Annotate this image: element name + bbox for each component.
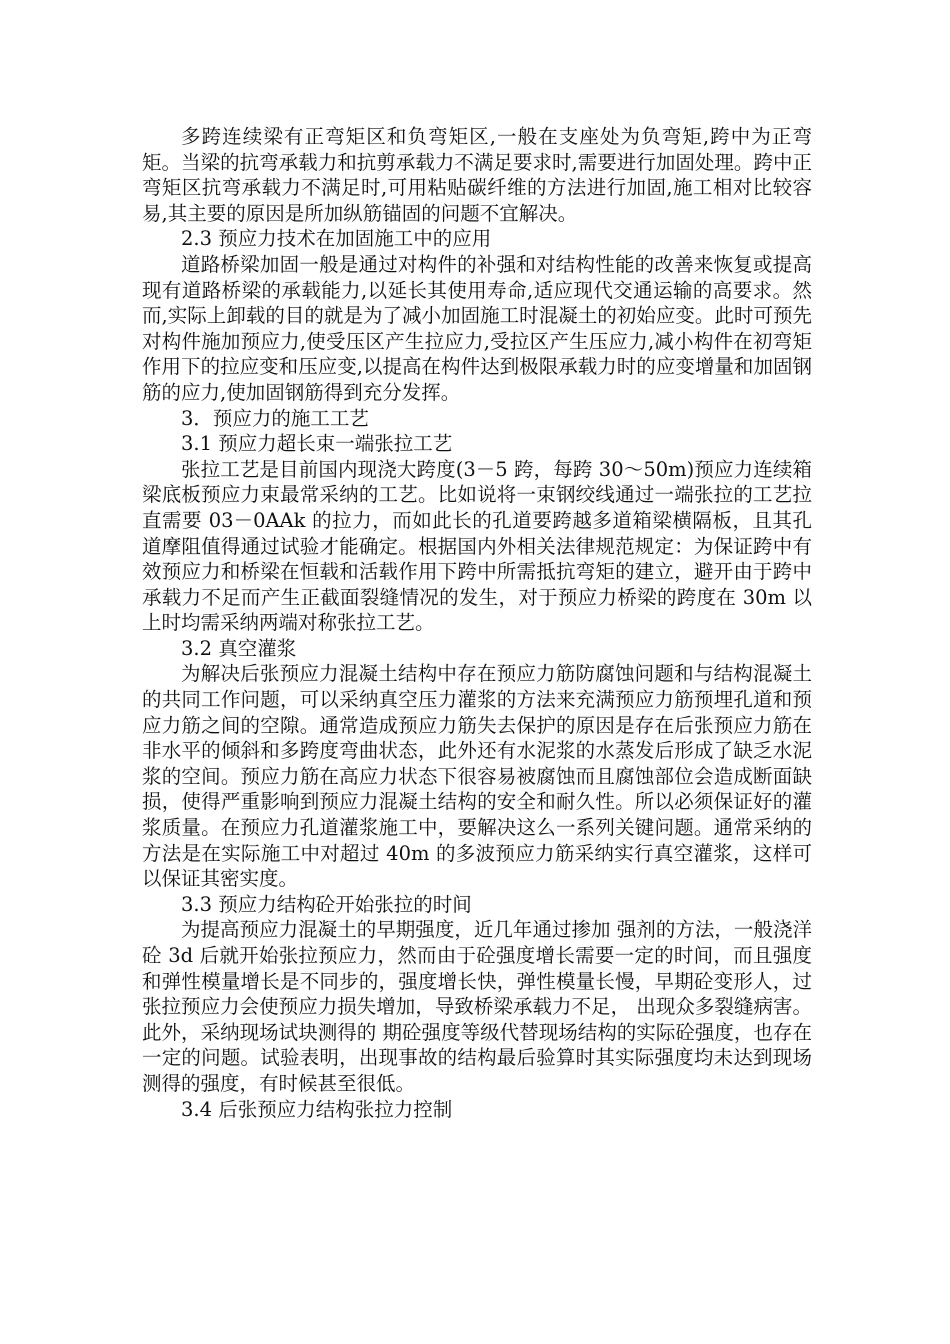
section-heading: 3.4 后张预应力结构张拉力控制 xyxy=(181,1097,453,1121)
document-body xyxy=(142,124,812,1122)
section-heading: 3．预应力的施工工艺 xyxy=(181,406,369,430)
body-paragraph: 张拉工艺是目前国内现浇大跨度(3－5 跨，每跨 30～50m)预应力连续箱梁底板预应力束最常采纳的工艺。比如说将一束钢绞线通过一端张拉的工艺拉直需要 03－0AAk 的拉力，而如此长的孔道要跨越多道箱梁横隔板，且其孔道摩阻值得通过试验才能确定。根据国内外相关法律规范规定：为保证跨中有效预应力和桥梁在恒载和活载作用下跨中所需抵抗弯矩的建立，避开由于跨中承载力不足而产生正截面裂缝情况的发生，对于预应力桥梁的跨度在 30m 以上时均需采纳两端对称张拉工艺。 xyxy=(142,457,812,635)
body-paragraph: 多跨连续梁有正弯矩区和负弯矩区,一般在支座处为负弯矩,跨中为正弯矩。当梁的抗弯承载力和抗剪承载力不满足要求时,需要进行加固处理。跨中正弯矩区抗弯承载力不满足时,可用粘贴碳纤维的方法进行加固,施工相对比较容易,其主要的原因是所加纵筋锚固的问题不宜解决。 xyxy=(142,125,812,225)
body-paragraph: 为解决后张预应力混凝土结构中存在预应力筋防腐蚀问题和与结构混凝土的共同工作问题，可以采纳真空压力灌浆的方法来充满预应力筋预埋孔道和预应力筋之间的空隙。通常造成预应力筋失去保护的原因是存在后张预应力筋在非水平的倾斜和多跨度弯曲状态，此外还有水泥浆的水蒸发后形成了缺乏水泥浆的空间。预应力筋在高应力状态下很容易被腐蚀而且腐蚀部位会造成断面缺损，使得严重影响到预应力混凝土结构的安全和耐久性。所以必须保证好的灌浆质量。在预应力孔道灌浆施工中，要解决这么一系列关键问题。通常采纳的方法是在实际施工中对超过 40m 的多波预应力筋采纳实行真空灌浆，这样可以保证其密实度。 xyxy=(142,662,812,891)
section-heading: 2.3 预应力技术在加固施工中的应用 xyxy=(181,227,492,251)
body-paragraph: 为提高预应力混凝土的早期强度，近几年通过掺加 强剂的方法，一般浇洋砼 3d 后就开始张拉预应力，然而由于砼强度增长需要一定的时间，而且强度和弹性模量增长是不同步的，强度增长快，弹性模量长慢，早期砼变形人，过 张拉预应力会使预应力损失增加，导致桥梁承载力不足， 出现众多裂缝病害。此外，采纳现场试块测得的 期砼强度等级代替现场结构的实际砼强度，也存在一定的问题。试验表明，出现事故的结构最后验算时其实际强度均未达到现场测得的强度，有时候甚至很低。 xyxy=(142,918,812,1095)
section-heading: 3.2 真空灌浆 xyxy=(181,636,297,660)
section-heading: 3.1 预应力超长束一端张拉工艺 xyxy=(181,432,453,456)
body-paragraph: 道路桥梁加固一般是通过对构件的补强和对结构性能的改善来恢复或提高现有道路桥梁的承载能力,以延长其使用寿命,适应现代交通运输的高要求。然而,实际上卸载的目的就是为了减小加固施工时混凝土的初始应变。此时可预先对构件施加预应力,使受压区产生拉应力,受拉区产生压应力,减小构件在初弯矩作用下的拉应变和压应变,以提高在构件达到极限承载力时的应变增量和加固钢筋的应力,使加固钢筋得到充分发挥。 xyxy=(142,252,812,404)
section-heading: 3.3 预应力结构砼开始张拉的时间 xyxy=(181,892,472,916)
